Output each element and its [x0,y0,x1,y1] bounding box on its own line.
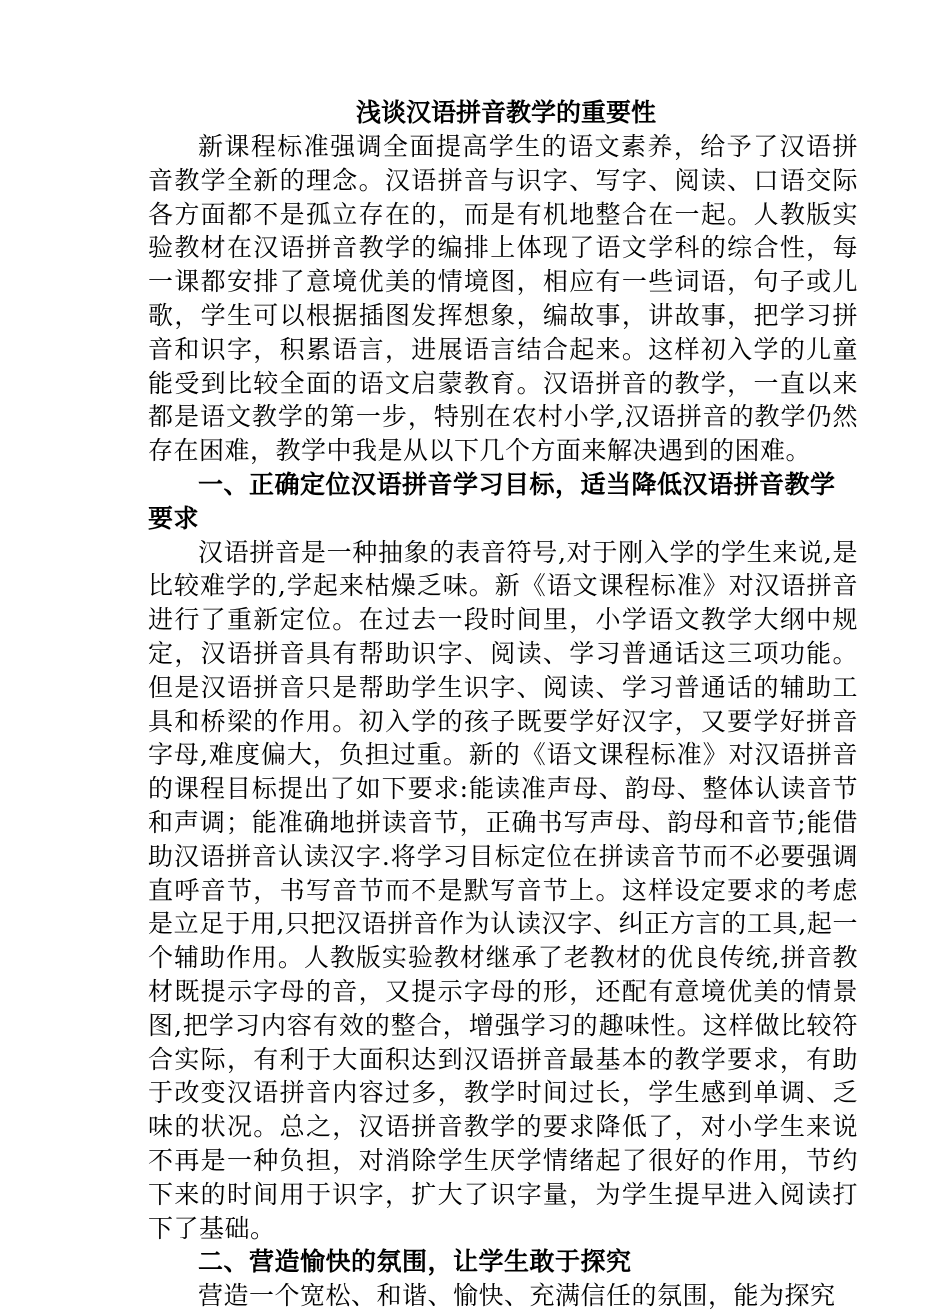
section-1-body: 汉语拼音是一种抽象的表音符号,对于刚入学的学生来说,是比较难学的,学起来枯燥乏味。新《语文课程标准》对汉语拼音进行了重新定位。在过去一段时间里，小学语文教学大纲中规定，汉语拼音具有帮助识字、阅读、学习普通话这三项功能。但是汉语拼音只是帮助学生识字、阅读、学习普通话的辅助工具和桥梁的作用。初入学的孩子既要学好汉字，又要学好拼音字母,难度偏大，负担过重。新的《语文课程标准》对汉语拼音的课程目标提出了如下要求:能读准声母、韵母、整体认读音节和声调；能准确地拼读音节，正确书写声母、韵母和音节;能借助汉语拼音认读汉字.将学习目标定位在拼读音节而不必要强调直呼音节，书写音节而不是默写音节上。这样设定要求的考虑是立足于用,只把汉语拼音作为认读汉字、纠正方言的工具,起一个辅助作用。人教版实验教材继承了老教材的优良传统,拼音教材既提示字母的音，又提示字母的形，还配有意境优美的情景图,把学习内容有效的整合，增强学习的趣味性。这样做比较符合实际，有利于大面积达到汉语拼音最基本的教学要求，有助于改变汉语拼音内容过多，教学时间过长，学生感到单调、乏味的状况。总之，汉语拼音教学的要求降低了，对小学生来说不再是一种负担，对消除学生厌学情绪起了很好的作用，节约下来的时间用于识字，扩大了识字量，为学生提早进入阅读打下了基础。 [148,537,858,1243]
intro-paragraph: 新课程标准强调全面提高学生的语文素养，给予了汉语拼音教学全新的理念。汉语拼音与识字、写字、阅读、口语交际各方面都不是孤立存在的，而是有机地整合在一起。人教版实验教材在汉语拼音教学的编排上体现了语文学科的综合性，每一课都安排了意境优美的情境图，相应有一些词语，句子或儿歌，学生可以根据插图发挥想象，编故事，讲故事，把学习拼音和识字，积累语言，进展语言结合起来。这样初入学的儿童能受到比较全面的语文启蒙教育。汉语拼音的教学，一直以来都是语文教学的第一步，特别在农村小学,汉语拼音的教学仍然存在困难，教学中我是从以下几个方面来解决遇到的困难。 [148,132,858,466]
document-title: 浅谈汉语拼音教学的重要性 [355,98,656,127]
section-2-heading: 二、营造愉快的氛围，让学生敢于探究 [198,1247,632,1277]
section-2-body: 营造一个宽松、和谐、愉快、充满信任的氛围，能为探究 [198,1281,836,1311]
section-1-heading: 一、正确定位汉语拼音学习目标，适当降低汉语拼音教学要求 [148,469,836,533]
document-page [148,96,858,1313]
